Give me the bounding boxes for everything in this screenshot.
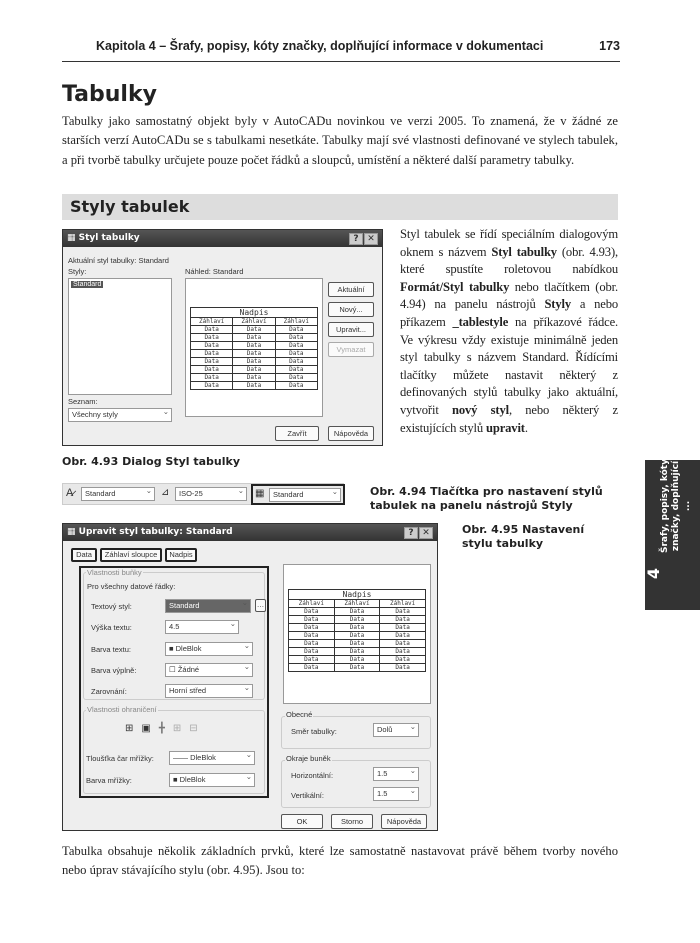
help-button[interactable]: Nápověda [381,814,427,829]
help-icon[interactable]: ? [404,527,418,539]
direction-select[interactable]: Dolů ⌄ [373,723,419,737]
page-number: 173 [599,39,620,53]
table-style-icon[interactable]: ▦ [255,488,265,499]
text-style-select[interactable]: Standard ⌄ [165,599,251,613]
grid-weight-label: Tloušťka čar mřížky: [86,754,154,763]
table-style-dialog [62,229,383,446]
list-filter-select[interactable]: Všechny styly ⌄ [68,408,172,422]
styles-label: Styly: [68,267,87,276]
cancel-button[interactable]: Storno [331,814,373,829]
section-heading: Styly tabulek [62,194,618,220]
dim-style-select[interactable]: ISO-25 ⌄ [175,487,247,501]
preview-data-row: Data Data Data [191,382,318,390]
preview-label: Náhled: Standard [185,267,244,276]
fill-color-select[interactable]: ☐ Žádné ⌄ [165,663,253,677]
horizontal-label: Horizontální: [291,771,334,780]
horizontal-input[interactable]: 1.5 ⌄ [373,767,419,781]
styles-toolbar [62,483,344,505]
figure-caption-4-94: Obr. 4.94 Tlačítka pro nastavení stylů tabulek na panelu nástrojů Styly [370,485,603,512]
border-properties-label: Vlastnosti ohraničení [87,705,157,714]
preview-data-row: Data Data Data [191,374,318,382]
preview-header-row: Záhlaví Záhlaví Záhlaví [191,318,318,326]
chapter-title: Kapitola 4 – Šrafy, popisy, kóty značky, doplňující informace v dokumentaci [96,39,544,53]
preview-title-row: Nadpis [289,590,426,600]
close-button[interactable]: Zavřít [275,426,319,441]
vertical-input[interactable]: 1.5 ⌄ [373,787,419,801]
intro-paragraph: Tabulky jako samostatný objekt byly v AutoCADu novinkou ve verzi 2005. To znamená, že v žádné ze starších verzí AutoCADu se s tabulkami nesetkáte. Tabulky mají své vlastnosti definované ve stylech tabulek, a při tvorbě tabulky určujete pouze počet řádků a sloupců, umístění a některé další parametry tabulky. [62,114,618,167]
preview-data-row: Data Data Data [289,624,426,632]
direction-label: Směr tabulky: [291,727,337,736]
dim-style-icon: ⊿ [161,487,170,498]
style-item-standard[interactable]: Standard [73,281,102,288]
close-icon[interactable]: ✕ [419,527,433,539]
grid-color-select[interactable]: ■ DleBlok ⌄ [169,773,255,787]
preview-data-row: Data Data Data [191,334,318,342]
bottom-border-icon[interactable]: ⊟ [189,723,198,734]
text-style-label: Textový styl: [91,602,132,611]
general-label: Obecné [286,710,313,719]
tab-title[interactable]: Nadpis [165,548,197,562]
preview-data-row: Data Data Data [289,648,426,656]
preview-data-row: Data Data Data [191,342,318,350]
preview-panel [283,564,431,704]
cell-margins-label: Okraje buněk [286,754,331,763]
data-tab-panel [79,566,269,798]
border-buttons [125,723,198,734]
text-height-input[interactable]: 4.5 ⌄ [165,620,239,634]
tab-column-header[interactable]: Záhlaví sloupce [100,548,162,562]
preview-data-row: Data Data Data [289,664,426,672]
preview-table [190,307,318,390]
no-borders-icon[interactable]: ⊞ [172,723,182,734]
table-style-select[interactable]: Standard ⌄ [269,488,341,502]
preview-panel [185,278,323,417]
dialog-titlebar: ▦ Styl tabulky ? ✕ [63,230,382,247]
new-button[interactable]: Nový... [328,302,374,317]
grid-weight-select[interactable]: —— DleBlok ⌄ [169,751,255,765]
all-rows-label: Pro všechny datové řádky: [87,582,176,591]
alignment-label: Zarovnání: [91,687,127,696]
preview-data-row: Data Data Data [191,358,318,366]
preview-data-row: Data Data Data [191,366,318,374]
edit-button[interactable]: Upravit... [328,322,374,337]
preview-table [288,589,426,672]
edit-table-style-dialog [62,523,438,831]
figure-caption-4-93: Obr. 4.93 Dialog Styl tabulky [62,455,241,468]
outro-paragraph: Tabulka obsahuje několik základních prvků, které lze samostatně nastavovat právě během tvorby nového nebo úprav stávajícího stylu (obr. 4.95). Jsou to: [62,844,618,878]
cell-properties-group [83,572,265,700]
text-style-icon: A̷ [66,487,74,499]
outside-borders-icon[interactable]: ▣ [141,723,151,734]
chapter-number: 4 [644,567,664,580]
text-color-select[interactable]: ■ DleBlok ⌄ [165,642,253,656]
chapter-side-tab [645,460,700,610]
help-button[interactable]: Nápověda [328,426,374,441]
fill-color-label: Barva výplně: [91,666,137,675]
grid-color-label: Barva mřížky: [86,776,132,785]
close-icon[interactable]: ✕ [364,233,378,245]
cell-properties-label: Vlastnosti buňky [87,568,142,577]
page-heading: Tabulky [62,82,157,107]
inside-borders-icon[interactable]: ╋ [158,723,165,734]
styles-list[interactable] [68,278,172,395]
chapter-side-title: Šrafy, popisy, kóty značky, doplňující ... [660,459,692,553]
side-paragraph: Styl tabulek se řídí speciálním dialogovým oknem s názvem Styl tabulky (obr. 4.93), které spustíte roletovou nabídkou Formát/Styl tabulky nebo tlačítkem (obr. 4.94) na panelu nástrojů Styly a nebo příkazem _tablestyle na příkazové řádce. Ve výkresu vždy existuje minimálně jeden styl tabulky s názvem Standard. Řídícími tlačítky můžete nastavit některý z definovaných stylů tabulky jako aktuální, vytvořit nový styl, nebo některý z existujících stylů upravit. [400,227,619,435]
ok-button[interactable]: OK [281,814,323,829]
preview-header-row: Záhlaví Záhlaví Záhlaví [289,600,426,608]
preview-data-row: Data Data Data [191,350,318,358]
preview-data-row: Data Data Data [289,640,426,648]
table-style-control [251,484,345,505]
text-color-label: Barva textu: [91,645,132,654]
preview-data-row: Data Data Data [289,616,426,624]
all-borders-icon[interactable]: ⊞ [125,723,134,734]
text-height-label: Výška textu: [91,623,132,632]
running-header [96,39,620,53]
browse-button[interactable]: … [255,599,266,612]
preview-data-row: Data Data Data [289,632,426,640]
preview-data-row: Data Data Data [289,608,426,616]
preview-title-row: Nadpis [191,308,318,318]
delete-button[interactable]: Vymazat [328,342,374,357]
text-style-select[interactable]: Standard ⌄ [81,487,155,501]
set-current-button[interactable]: Aktuální [328,282,374,297]
figure-caption-4-95: Obr. 4.95 Nastavení stylu tabulky [462,523,585,550]
current-style-label: Aktuální styl tabulky: Standard [68,256,169,265]
vertical-label: Vertikální: [291,791,324,800]
dialog-titlebar: ▦ Upravit styl tabulky: Standard ? ✕ [63,524,437,541]
help-icon[interactable]: ? [349,233,363,245]
list-label: Seznam: [68,397,98,406]
alignment-select[interactable]: Horní střed ⌄ [165,684,253,698]
header-rule [62,61,620,62]
preview-data-row: Data Data Data [191,326,318,334]
tab-data[interactable]: Data [71,548,97,562]
preview-data-row: Data Data Data [289,656,426,664]
